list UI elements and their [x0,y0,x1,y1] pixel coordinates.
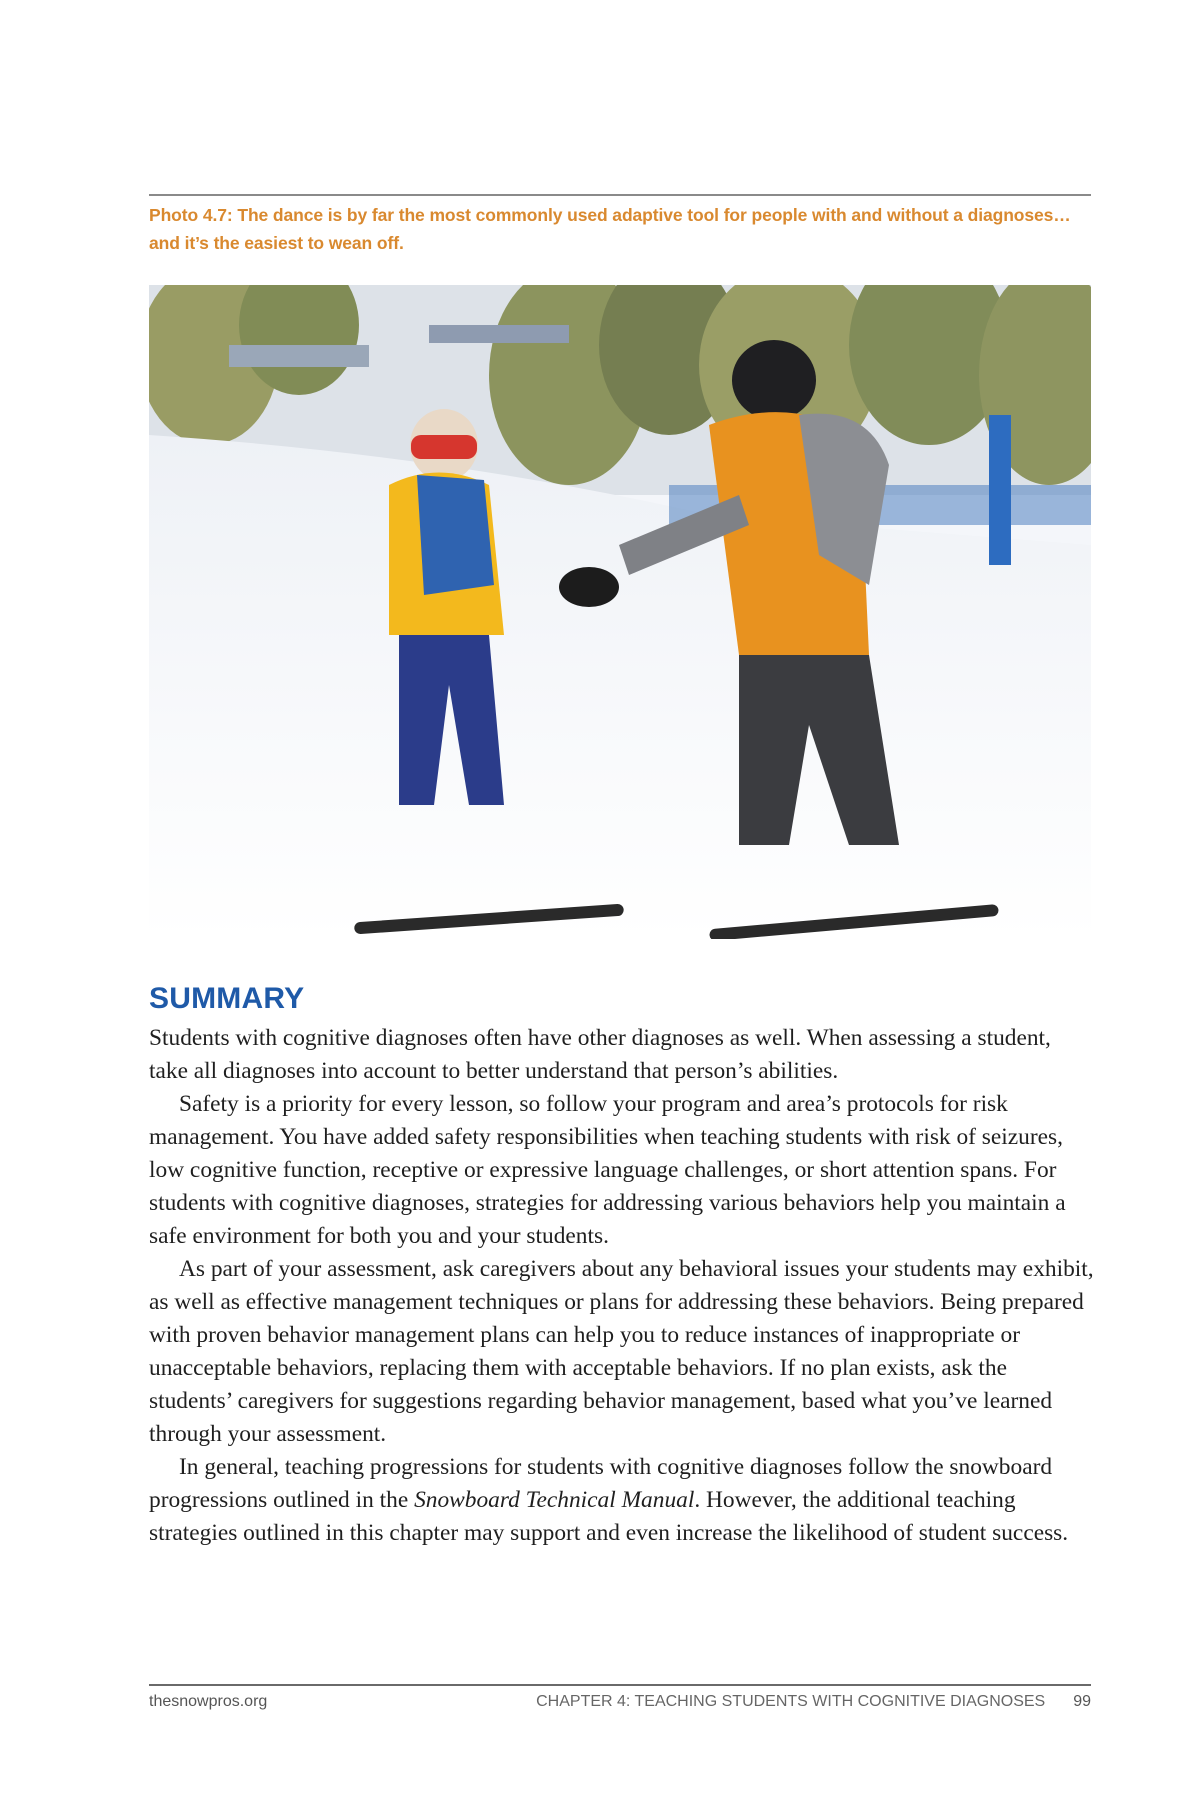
summary-paragraph-2: Safety is a priority for every lesson, so follow your program and area’s protocols for risk management. You have added safety responsibilities when teaching students with risk of seizures, low cognitive function, receptive or expressive language challenges, or short attention spans. For students with cognitive diagnoses, strategies for addressing various behaviors help you maintain a safe environment for both you and your students. [149,1091,1066,1249]
paragraph-4-text-end: . However, the additional teaching strategies outlined in this chapter may support and even increase the likelihood of student success. [149,1487,1069,1546]
paragraph-4-text-start: In general, teaching progressions for students with cognitive diagnoses follow the snowboard progressions outlined in the [149,1454,1053,1513]
manual-title: Snowboard Technical Manual [414,1487,695,1513]
summary-heading: SUMMARY [149,982,305,1015]
footer-chapter: CHAPTER 4: TEACHING STUDENTS WITH COGNITIVE DIAGNOSES [536,1693,1046,1710]
photo-caption: Photo 4.7: The dance is by far the most commonly used adaptive tool for people with and without a diagnoses… and it’s the easiest to wean off. [149,205,1071,253]
footer-right [536,1693,1091,1711]
summary-body [149,1022,1094,1550]
footer-rule [149,1684,1091,1686]
summary-paragraph-3: As part of your assessment, ask caregivers about any behavioral issues your students may exhibit, as well as effective management techniques or plans for addressing these behaviors. Being prepared with proven behavior management plans can help you to reduce instances of inappropriate or unacceptable behaviors, replacing them with acceptable behaviors. If no plan exists, ask the students’ caregivers for suggestions regarding behavior management, based what you’ve learned through your assessment. [149,1256,1094,1447]
summary-paragraph-4 [149,1451,1094,1550]
summary-paragraph-1: Students with cognitive diagnoses often have other diagnoses as well. When assessing a student, take all diagnoses into account to better understand that person’s abilities. [149,1025,1051,1084]
top-rule [149,194,1091,196]
footer-site: thesnowpros.org [149,1693,268,1710]
snowboard-photo [149,285,1091,939]
page-number: 99 [1073,1693,1091,1710]
